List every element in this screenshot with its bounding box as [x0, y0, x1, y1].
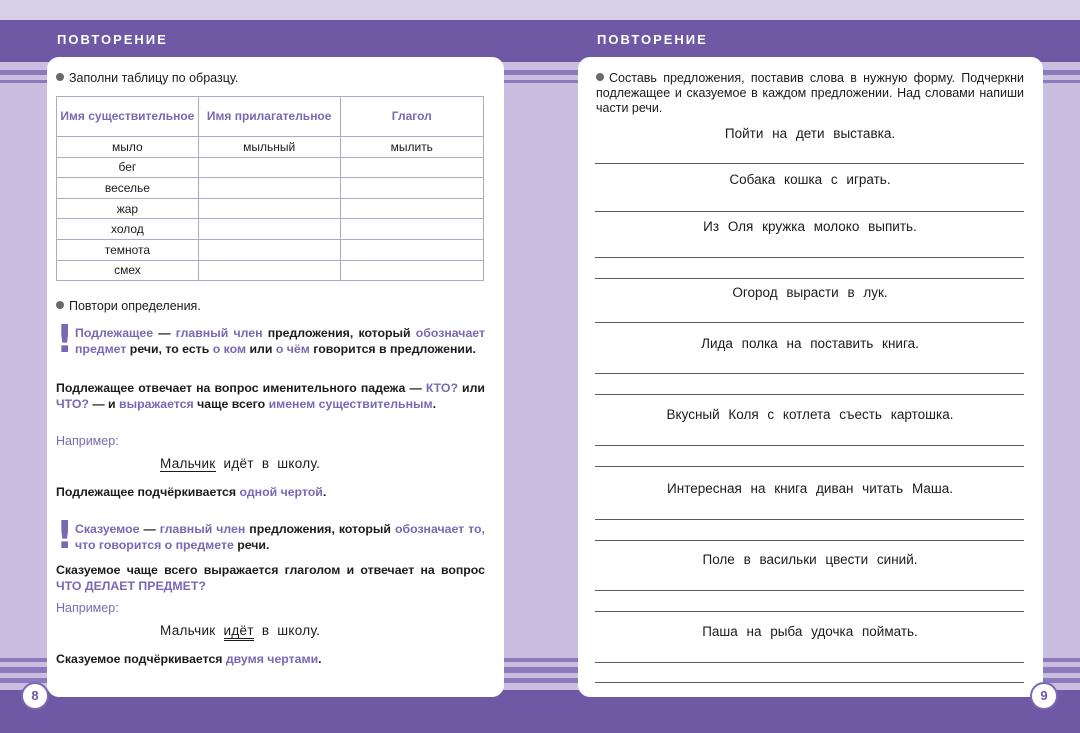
table-cell-empty[interactable] — [340, 178, 483, 199]
writing-line[interactable] — [595, 540, 1024, 541]
jumbled-sentence: Интересная на книга диван читать Маша. — [667, 481, 953, 496]
table-cell-empty[interactable] — [340, 260, 483, 281]
writing-line[interactable] — [595, 373, 1024, 374]
rule-text: или — [246, 341, 276, 356]
task-text: Составь предложения, поставив слова в нужную форму. Подчеркни подлежащее и сказуемое в каждом предложении. Над словами напиши части речи. — [596, 71, 1024, 115]
rule-text: — — [153, 326, 176, 340]
exclamation-icon: ! — [56, 317, 74, 361]
rule-text: — — [139, 522, 160, 536]
rule-text: Сказуемое подчёркивается — [56, 652, 226, 666]
top-light-band — [0, 0, 1080, 20]
term-highlight: Подлежащее — [75, 326, 154, 340]
rule-predicate-question — [56, 563, 485, 594]
rule-predicate-underline — [56, 652, 485, 668]
table-row — [57, 178, 484, 199]
rule-subject-definition — [75, 326, 485, 357]
table-cell: холод — [57, 219, 199, 240]
term-highlight: обозначает то, что говорится о предмете — [75, 522, 485, 552]
jumbled-sentence: Паша на рыба удочка поймать. — [702, 624, 918, 639]
rule-text: . — [318, 652, 322, 666]
table-row — [57, 157, 484, 178]
writing-line[interactable] — [595, 163, 1024, 164]
bullet-icon — [596, 73, 604, 81]
jumbled-sentence: Поле в васильки цвести синий. — [702, 552, 918, 567]
left-page-header: ПОВТОРЕНИЕ — [57, 32, 168, 47]
example-word: идёт — [223, 456, 254, 471]
writing-line[interactable] — [595, 519, 1024, 520]
task-repeat-definitions — [56, 299, 201, 314]
jumbled-sentence: Лида полка на поставить книга. — [701, 336, 919, 351]
example-label: Например: — [56, 601, 119, 615]
table-cell-empty[interactable] — [340, 239, 483, 260]
table-cell-empty[interactable] — [340, 219, 483, 240]
rule-text: речи, то есть — [126, 341, 213, 356]
table-cell-empty[interactable] — [340, 157, 483, 178]
page-number-right: 9 — [1030, 682, 1058, 710]
term-highlight: ЧТО? — [56, 396, 89, 411]
double-underlined-predicate: идёт — [224, 623, 254, 641]
writing-line[interactable] — [595, 322, 1024, 323]
writing-line[interactable] — [595, 257, 1024, 258]
table-row — [57, 239, 484, 260]
rule-text: . — [432, 396, 437, 411]
term-highlight: Сказуемое — [75, 522, 140, 536]
rule-text: речи. — [233, 537, 270, 552]
column-header: Имя существительное — [57, 97, 199, 137]
table-cell: смех — [57, 260, 199, 281]
jumbled-sentence: Из Оля кружка молоко выпить. — [703, 219, 917, 234]
table-cell: жар — [57, 198, 199, 219]
page-number-left: 8 — [21, 682, 49, 710]
jumbled-sentence: Огород вырасти в лук. — [732, 285, 888, 300]
rule-subject-question — [56, 381, 485, 412]
rule-subject-underline — [56, 485, 485, 501]
rule-text: чаще всего — [193, 396, 269, 411]
rule-text: Подлежащее подчёркивается — [56, 485, 240, 499]
table-cell-empty[interactable] — [198, 239, 340, 260]
table-cell-empty[interactable] — [198, 260, 340, 281]
example-sentence-subject — [160, 456, 320, 471]
term-highlight: о чём — [275, 341, 310, 356]
example-word: школу. — [277, 623, 321, 638]
term-highlight: одной чертой — [239, 485, 323, 499]
table-cell: бег — [57, 157, 199, 178]
example-word: в — [261, 623, 270, 638]
writing-line[interactable] — [595, 278, 1024, 279]
writing-line[interactable] — [595, 466, 1024, 467]
writing-line[interactable] — [595, 394, 1024, 395]
table-cell-empty[interactable] — [340, 198, 483, 219]
right-page-card — [578, 57, 1043, 697]
rule-text: предложения, который — [245, 522, 395, 536]
jumbled-sentence: Собака кошка с играть. — [729, 172, 891, 187]
writing-line[interactable] — [595, 682, 1024, 683]
exclamation-icon: ! — [56, 513, 74, 557]
rule-text: Подлежащее отвечает на вопрос именительного падежа — — [56, 381, 426, 395]
task-fill-table — [56, 71, 238, 86]
rule-text: или — [457, 381, 485, 395]
table-cell-empty[interactable] — [198, 178, 340, 199]
column-header: Глагол — [340, 97, 483, 137]
table-cell-empty[interactable] — [198, 219, 340, 240]
jumbled-sentence: Вкусный Коля с котлета съесть картошка. — [666, 407, 954, 422]
task-text: Заполни таблицу по образцу. — [69, 71, 239, 85]
term-highlight: главный член — [159, 522, 246, 536]
word-forms-table — [56, 96, 484, 281]
task-compose-sentences — [596, 71, 1024, 116]
writing-line[interactable] — [595, 611, 1024, 612]
table-cell-empty[interactable] — [198, 157, 340, 178]
table-cell: веселье — [57, 178, 199, 199]
rule-text: Сказуемое чаще всего выражается глаголом и отвечает на вопрос — [56, 563, 485, 577]
rule-text: — и — [88, 396, 120, 411]
table-row — [57, 198, 484, 219]
table-cell: мыльный — [198, 137, 340, 158]
term-highlight: КТО? — [425, 381, 458, 395]
table-row — [57, 137, 484, 158]
table-cell: мыло — [57, 137, 199, 158]
table-cell: мылить — [340, 137, 483, 158]
term-highlight: ЧТО ДЕЛАЕТ ПРЕДМЕТ? — [56, 578, 206, 593]
right-page-header: ПОВТОРЕНИЕ — [597, 32, 708, 47]
bullet-icon — [56, 73, 64, 81]
term-highlight: главный член — [175, 326, 263, 340]
writing-line[interactable] — [595, 662, 1024, 663]
term-highlight: обозначает предмет — [75, 326, 485, 356]
rule-text: . — [322, 485, 327, 499]
underlined-subject: Мальчик — [160, 456, 216, 471]
table-header-row — [57, 97, 484, 137]
term-highlight: о ком — [212, 341, 247, 356]
term-highlight: двумя чертами — [225, 652, 319, 666]
column-header: Имя прилагательное — [198, 97, 340, 137]
table-cell-empty[interactable] — [198, 198, 340, 219]
jumbled-sentence: Пойти на дети выставка. — [724, 126, 896, 141]
table-row — [57, 260, 484, 281]
writing-line[interactable] — [595, 445, 1024, 446]
table-cell: темнота — [57, 239, 199, 260]
rule-text: говорится в предложении. — [309, 341, 476, 356]
rule-text: предложения, который — [262, 326, 416, 340]
term-highlight: выражается — [119, 396, 194, 411]
writing-line[interactable] — [595, 590, 1024, 591]
example-word: Мальчик — [160, 623, 216, 638]
writing-line[interactable] — [595, 211, 1024, 212]
example-label: Например: — [56, 434, 119, 448]
task-text: Повтори определения. — [69, 299, 201, 313]
term-highlight: именем существительным — [268, 396, 433, 411]
example-sentence-predicate — [160, 623, 320, 638]
example-word: в — [261, 456, 270, 471]
table-row — [57, 219, 484, 240]
rule-predicate-definition — [75, 522, 485, 553]
bullet-icon — [56, 301, 64, 309]
example-word: школу. — [277, 456, 321, 471]
